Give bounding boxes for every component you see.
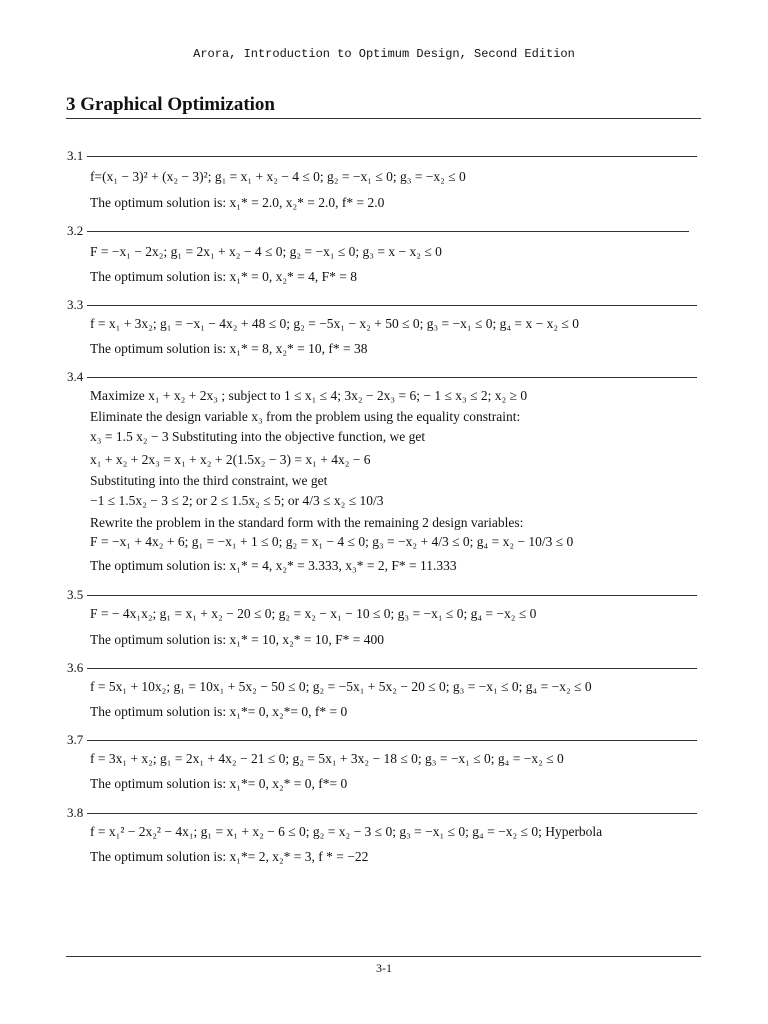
problem-rule bbox=[87, 740, 697, 741]
problem-number: 3.3 bbox=[67, 297, 84, 312]
problem-number: 3.5 bbox=[67, 587, 84, 602]
problem-statement: Maximize x₁ + x₂ + 2x₃ ; subject to 1 ≤ x₁ ≤ 4; 3x₂ − 2x₃ = 6; − 1 ≤ x₃ ≤ 2; x₂ ≥ 0 bbox=[90, 388, 528, 403]
problem-rule bbox=[87, 231, 689, 232]
optimum-solution: The optimum solution is: x₁* = 8, x₂* = 10, f* = 38 bbox=[90, 341, 368, 356]
problem-number: 3.1 bbox=[67, 148, 84, 163]
elimination-text: Eliminate the design variable x₃ from the problem using the equality constraint: bbox=[90, 409, 521, 424]
rewrite-text: Rewrite the problem in the standard form with the remaining 2 design variables: bbox=[90, 515, 524, 530]
optimum-solution: The optimum solution is: x₁*= 2, x₂* = 3, f * = −22 bbox=[90, 849, 369, 864]
problem-rule bbox=[87, 813, 697, 814]
optimum-solution: The optimum solution is: x₁* = 0, x₂* = 4, F* = 8 bbox=[90, 269, 358, 284]
problem-formulation: f = 5x₁ + 10x₂; g₁ = 10x₁ + 5x₂ − 50 ≤ 0; g₂ = −5x₁ + 5x₂ − 20 ≤ 0; g₃ = −x₁ ≤ 0; g₄ = −x₂ ≤ 0 bbox=[90, 679, 592, 694]
optimum-solution: The optimum solution is: x₁* = 2.0, x₂* = 2.0, f* = 2.0 bbox=[90, 195, 385, 210]
chapter-title: 3 Graphical Optimization bbox=[66, 94, 275, 115]
problem-rule bbox=[87, 668, 697, 669]
problem-formulation: f = x₁² − 2x₂² − 4x₁; g₁ = x₁ + x₂ − 6 ≤ 0; g₂ = x₂ − 3 ≤ 0; g₃ = −x₁ ≤ 0; g₄ = −x₂ ≤ 0; Hyperbola bbox=[90, 824, 603, 839]
problem-formulation: f = 3x₁ + x₂; g₁ = 2x₁ + 4x₂ − 21 ≤ 0; g₂ = 5x₁ + 3x₂ − 18 ≤ 0; g₃ = −x₁ ≤ 0; g₄ = −x₂ ≤ 0 bbox=[90, 751, 564, 766]
page-number: 3-1 bbox=[376, 961, 392, 975]
problem-number: 3.8 bbox=[67, 805, 84, 820]
problem-rule bbox=[87, 305, 697, 306]
problem-rule bbox=[87, 377, 697, 378]
problem-number: 3.6 bbox=[67, 660, 84, 675]
problem-number: 3.2 bbox=[67, 223, 84, 238]
optimum-solution: The optimum solution is: x₁* = 10, x₂* = 10, F* = 400 bbox=[90, 632, 385, 647]
objective-substitution: x₁ + x₂ + 2x₃ = x₁ + x₂ + 2(1.5x₂ − 3) = x₁ + 4x₂ − 6 bbox=[90, 452, 371, 467]
optimum-solution: The optimum solution is: x₁*= 0, x₂*= 0, f* = 0 bbox=[90, 704, 348, 719]
problem-number: 3.7 bbox=[67, 732, 84, 747]
running-header: Arora, Introduction to Optimum Design, Second Edition bbox=[193, 47, 575, 61]
optimum-solution: The optimum solution is: x₁*= 0, x₂* = 0, f*= 0 bbox=[90, 776, 348, 791]
problem-formulation: f = x₁ + 3x₂; g₁ = −x₁ − 4x₂ + 48 ≤ 0; g₂ = −5x₁ − x₂ + 50 ≤ 0; g₃ = −x₁ ≤ 0; g₄ = x − x₂ ≤ 0 bbox=[90, 316, 579, 331]
substitution-text: x₃ = 1.5 x₂ − 3 Substituting into the objective function, we get bbox=[90, 429, 426, 444]
title-rule bbox=[66, 118, 701, 119]
problem-number: 3.4 bbox=[67, 369, 84, 384]
problem-formulation: F = −x₁ − 2x₂; g₁ = 2x₁ + x₂ − 4 ≤ 0; g₂ = −x₁ ≤ 0; g₃ = x − x₂ ≤ 0 bbox=[90, 244, 442, 259]
problem-formulation: F = −x₁ + 4x₂ + 6; g₁ = −x₁ + 1 ≤ 0; g₂ = x₁ − 4 ≤ 0; g₃ = −x₂ + 4/3 ≤ 0; g₄ = x₂ − 10/3 ≤ 0 bbox=[90, 534, 574, 549]
footer-rule bbox=[66, 956, 701, 957]
problem-formulation: f=(x₁ − 3)² + (x₂ − 3)²; g₁ = x₁ + x₂ − 4 ≤ 0; g₂ = −x₁ ≤ 0; g₃ = −x₂ ≤ 0 bbox=[90, 169, 466, 184]
constraint-derivation: −1 ≤ 1.5x₂ − 3 ≤ 2; or 2 ≤ 1.5x₂ ≤ 5; or 4/3 ≤ x₂ ≤ 10/3 bbox=[90, 493, 384, 508]
problem-formulation: F = − 4x₁x₂; g₁ = x₁ + x₂ − 20 ≤ 0; g₂ = x₂ − x₁ − 10 ≤ 0; g₃ = −x₁ ≤ 0; g₄ = −x₂ ≤ 0 bbox=[90, 606, 537, 621]
optimum-solution: The optimum solution is: x₁* = 4, x₂* = 3.333, x₃* = 2, F* = 11.333 bbox=[90, 558, 457, 573]
problem-rule bbox=[87, 156, 697, 157]
problem-rule bbox=[87, 595, 697, 596]
constraint-text: Substituting into the third constraint, we get bbox=[90, 473, 328, 488]
